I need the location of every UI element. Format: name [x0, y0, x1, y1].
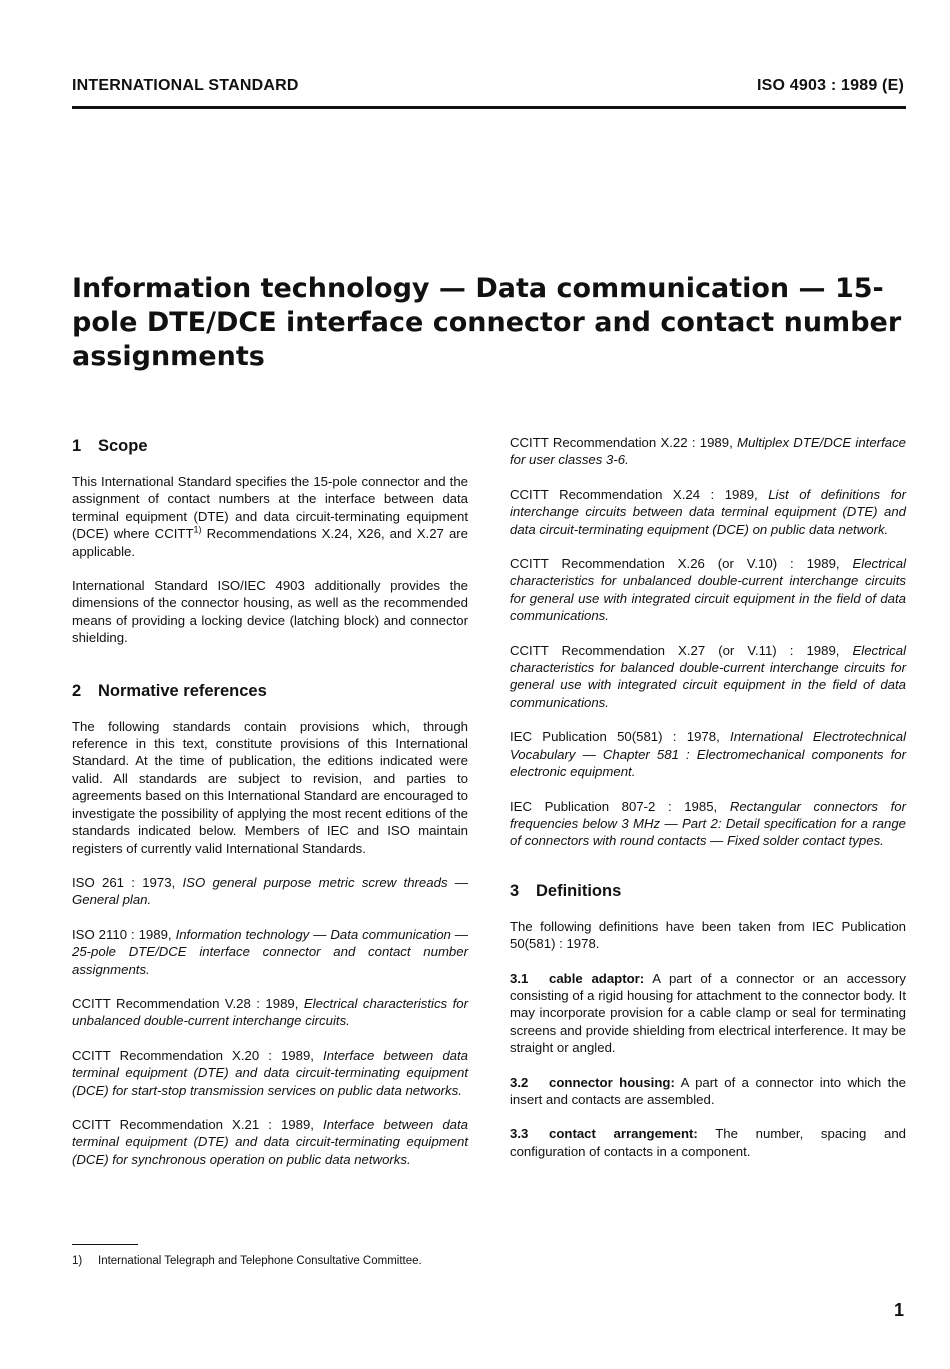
reference-title: Interface between data terminal equipment (DTE) and data circuit-terminating equipment (DCE) for start-stop transmission services on public data networks.	[72, 1047, 468, 1098]
footnote-reference: 1)	[193, 524, 202, 535]
header-rule	[72, 106, 906, 109]
reference-title: Multiplex DTE/DCE interface for user classes 3-6.	[510, 435, 906, 468]
section-title: Scope	[98, 437, 148, 455]
definition-number: 3.2	[510, 1074, 529, 1090]
footnote-rule	[72, 1244, 138, 1245]
reference-title: List of definitions for interchange circuits between data terminal equipment (DTE) and data circuit-terminating equipment (DCE) on public data network.	[510, 486, 906, 537]
header-standard-type: INTERNATIONAL STANDARD	[72, 77, 299, 94]
reference-item	[510, 486, 906, 538]
right-column	[510, 434, 906, 1177]
reference-title: Rectangular connectors for frequencies below 3 MHz — Part 2: Detail specification for a range of connectors with round contacts — Fixed solder contact types.	[510, 798, 906, 849]
section-heading-normative-references	[72, 681, 468, 701]
document-title: Information technology — Data communication — 15-pole DTE/DCE interface connector and contact number assignments	[72, 273, 902, 372]
reference-id: CCITT Recommendation X.22 : 1989,	[510, 435, 737, 450]
footnote	[72, 1255, 422, 1267]
reference-id: CCITT Recommendation X.26 (or V.10) : 1989,	[510, 556, 853, 572]
reference-id: CCITT Recommendation X.20 : 1989,	[72, 1047, 324, 1063]
definition-number: 3.3	[510, 1126, 529, 1142]
paragraph-text: Recommendations X.24, X26, and X.27 are applicable.	[72, 526, 469, 559]
left-column	[72, 436, 468, 1185]
header-standard-id: ISO 4903 : 1989 (E)	[757, 77, 904, 94]
reference-title: Information technology — Data communication — 25-pole DTE/DCE interface connector and contact number assignments.	[72, 926, 468, 977]
section-heading-scope	[72, 436, 468, 456]
section-number: 1	[72, 437, 82, 455]
footnote-mark: 1)	[72, 1255, 83, 1267]
section-title: Definitions	[536, 881, 622, 900]
reference-title: ISO general purpose metric screw threads — General plan.	[72, 874, 468, 908]
reference-id: CCITT Recommendation X.24 : 1989,	[510, 486, 769, 502]
definition-term: connector housing:	[549, 1074, 675, 1090]
reference-item	[72, 1116, 468, 1168]
section-number: 3	[510, 881, 520, 900]
footnote-text: International Telegraph and Telephone Consultative Committee.	[98, 1255, 422, 1267]
reference-item	[510, 642, 906, 712]
definition-text: The number, spacing and configuration of contacts in a component.	[510, 1126, 907, 1159]
page-number: 1	[893, 1300, 904, 1320]
definition-item	[510, 970, 906, 1057]
definition-item	[510, 1074, 906, 1109]
reference-id: CCITT Recommendation V.28 : 1989,	[72, 995, 304, 1011]
definition-term: contact arrangement:	[549, 1126, 698, 1142]
section-title: Normative references	[98, 681, 267, 700]
reference-title: Interface between data terminal equipment (DTE) and data circuit-terminating equipment (DCE) for synchronous operation on public data networks.	[72, 1116, 468, 1167]
reference-item	[510, 434, 906, 469]
definition-term: cable adaptor:	[549, 970, 645, 986]
definitions-intro: The following definitions have been taken from IEC Publication 50(581) : 1978.	[510, 918, 906, 952]
reference-id: IEC Publication 807-2 : 1985,	[510, 798, 730, 814]
reference-id: CCITT Recommendation X.21 : 1989,	[72, 1116, 324, 1132]
reference-title: Electrical characteristics for unbalanced double-current interchange circuits for general use with integrated circuit equipment in the field of data communications.	[510, 556, 906, 624]
section-heading-definitions	[510, 881, 906, 901]
section-number: 2	[72, 681, 82, 700]
reference-item	[510, 555, 906, 625]
reference-item	[510, 728, 906, 780]
reference-id: ISO 261 : 1973,	[72, 874, 183, 890]
reference-item	[510, 798, 906, 850]
definition-text: A part of a connector or an accessory consisting of a rigid housing for attachment to the connector body. It may incorporate provision for a cable clamp or seal for terminating screens and provide shielding from electrical interference. It may be straight or angled.	[510, 970, 906, 1056]
reference-item	[72, 995, 468, 1030]
definition-item	[510, 1125, 906, 1160]
reference-title: International Electrotechnical Vocabulary — Chapter 581 : Electromechanical components for electronic equipment.	[510, 729, 907, 780]
reference-title: Electrical characteristics for balanced double-current interchange circuits for general use with integrated circuit equipment in the field of data communications.	[510, 642, 906, 710]
reference-item	[72, 874, 468, 909]
scope-paragraph-1	[72, 473, 468, 560]
scope-paragraph-2: International Standard ISO/IEC 4903 additionally provides the dimensions of the connector housing, as well as the recommended means of providing a locking device (latching block) and connector shielding.	[72, 578, 468, 646]
reference-id: CCITT Recommendation X.27 (or V.11) : 1989,	[510, 642, 853, 658]
paragraph-text: This International Standard specifies the 15-pole connector and the assignment of contact numbers at the interface between data terminal equipment (DTE) and data circuit-terminating equipment (DCE) where CCITT	[72, 474, 468, 542]
reference-item	[72, 1047, 468, 1099]
reference-id: ISO 2110 : 1989,	[72, 926, 176, 942]
definition-text: A part of a connector into which the insert and contacts are assembled.	[510, 1074, 906, 1107]
definition-number: 3.1	[510, 970, 529, 986]
reference-title: Electrical characteristics for unbalanced double-current interchange circuits.	[72, 995, 468, 1029]
reference-item	[72, 926, 468, 978]
reference-id: IEC Publication 50(581) : 1978,	[510, 729, 731, 745]
normative-intro: The following standards contain provisions which, through reference in this text, constitute provisions of this International Standard. At the time of publication, the editions indicated were valid. All standards are subject to revision, and parties to agreements based on this International Standard are encouraged to investigate the possibility of applying the most recent editions of the standards indicated below. Members of IEC and ISO maintain registers of currently valid International Standards.	[72, 718, 468, 856]
